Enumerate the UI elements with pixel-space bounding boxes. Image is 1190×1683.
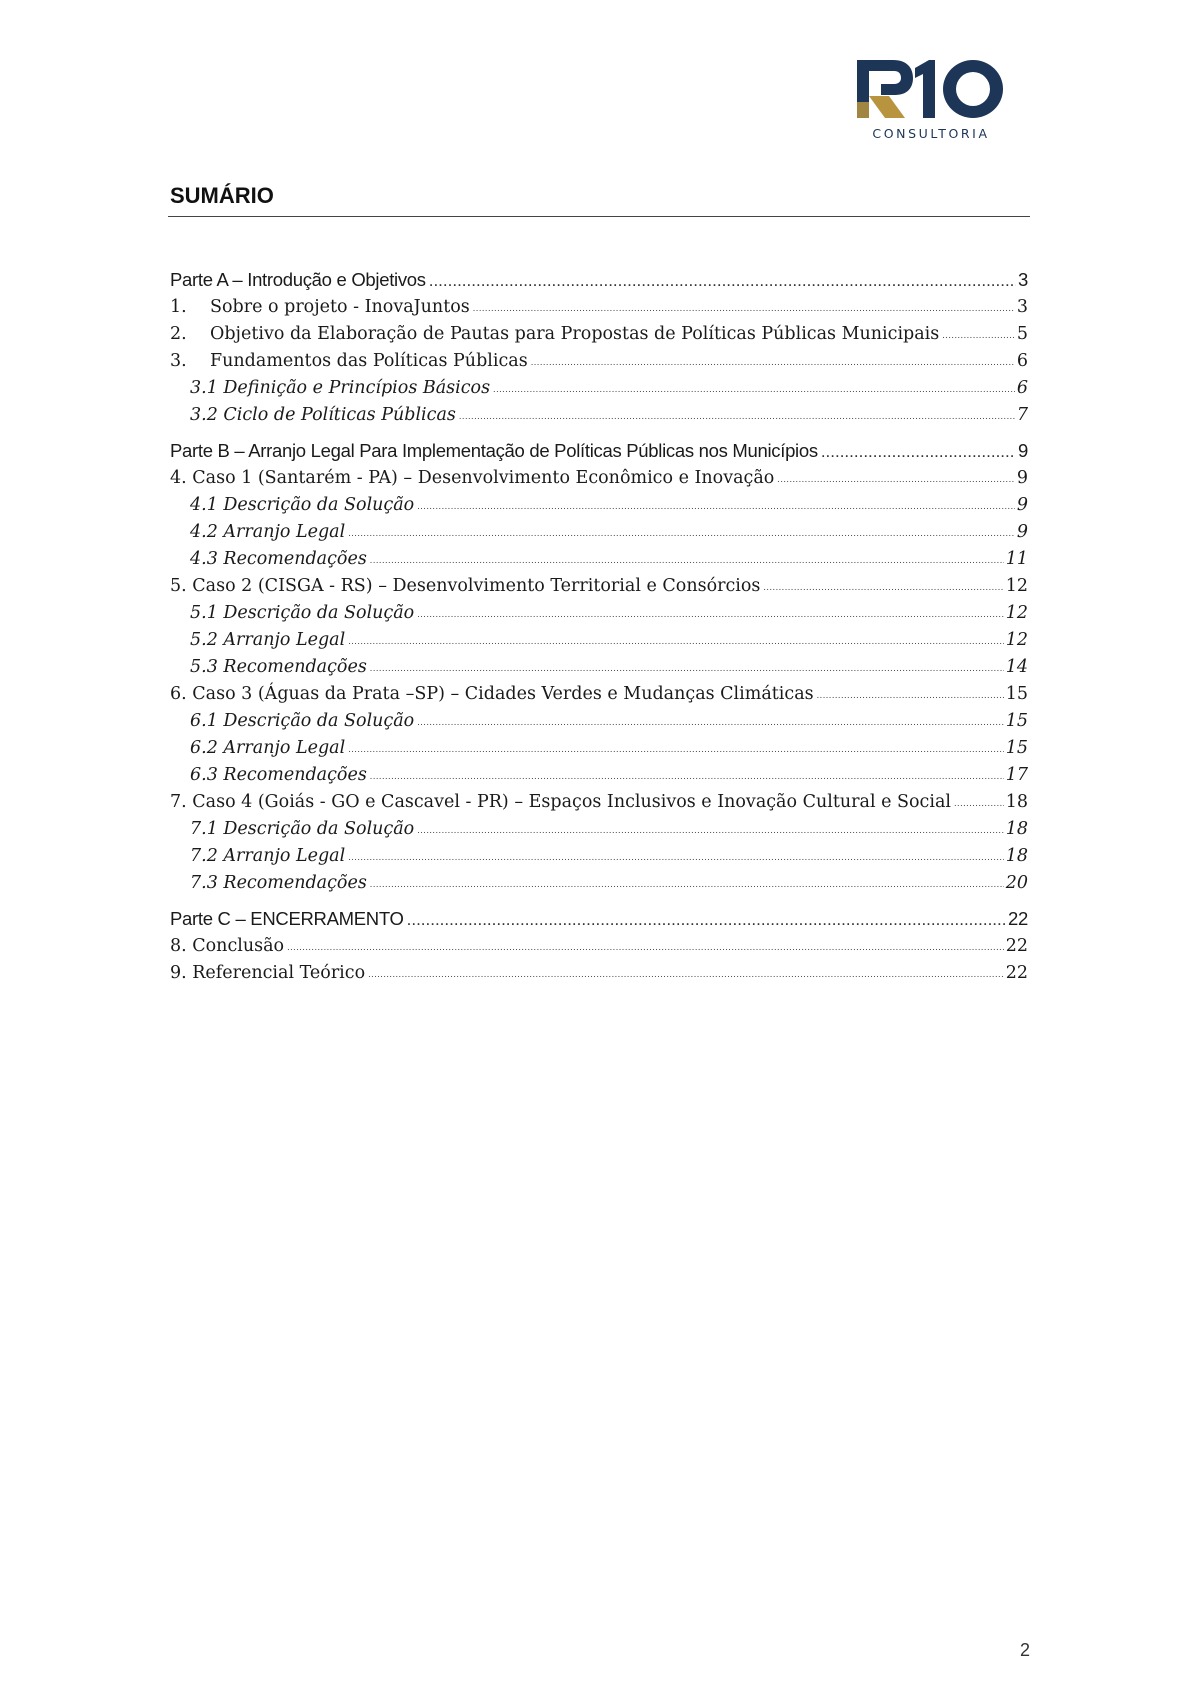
toc-entry[interactable] [170, 543, 1028, 570]
toc-entry-title: 7.1 Descrição da Solução [190, 819, 415, 839]
toc-entry-page: 5 [1016, 324, 1028, 344]
toc-entry-title: 5. Caso 2 (CISGA - RS) – Desenvolvimento Territorial e Consórcios [170, 576, 761, 596]
toc-entry[interactable] [170, 372, 1028, 399]
dot-leader [459, 413, 1015, 421]
toc-entry-title: 6.3 Recomendações [190, 765, 367, 785]
toc-entry-title: 4.2 Arranjo Legal [190, 522, 346, 542]
dot-leader [348, 530, 1015, 538]
toc-entry-title: 4.1 Descrição da Solução [190, 495, 415, 515]
toc-entry[interactable] [170, 813, 1028, 840]
dot-leader [429, 272, 1016, 289]
dot-leader [370, 881, 1004, 889]
toc-entry[interactable] [170, 840, 1028, 867]
toc-entry-page: 3 [1018, 269, 1028, 290]
toc-entry-text: Objetivo da Elaboração de Pautas para Propostas de Políticas Públicas Municipais [210, 324, 940, 344]
toc-entry-page: 12 [1005, 576, 1028, 596]
toc-entry-page: 9 [1016, 468, 1028, 488]
toc-entry[interactable] [170, 930, 1028, 957]
dot-leader [417, 719, 1004, 727]
toc-entry[interactable] [170, 435, 1028, 462]
toc-entry[interactable] [170, 345, 1028, 372]
dot-leader [493, 386, 1015, 394]
toc-entry-title [170, 323, 939, 345]
toc-entry[interactable] [170, 678, 1028, 705]
toc-entry[interactable] [170, 759, 1028, 786]
toc-entry[interactable] [170, 489, 1028, 516]
toc-entry-text: Sobre o projeto - InovaJuntos [210, 297, 470, 317]
dot-leader [348, 746, 1004, 754]
dot-leader [348, 854, 1004, 862]
r10-logo-mark [855, 58, 1007, 122]
dot-leader [417, 827, 1004, 835]
toc-entry[interactable] [170, 624, 1028, 651]
dot-leader [821, 443, 1016, 460]
toc-entry-title: 7.3 Recomendações [190, 873, 367, 893]
toc-entry[interactable] [170, 399, 1028, 426]
dot-leader [531, 359, 1015, 367]
toc-entry-page: 18 [1005, 819, 1028, 839]
toc-entry-title: 7. Caso 4 (Goiás - GO e Cascavel - PR) – Espaços Inclusivos e Inovação Cultural e Social [170, 792, 951, 812]
toc-entry-page: 9 [1018, 440, 1028, 461]
dot-leader [954, 800, 1004, 808]
title-divider [168, 216, 1030, 217]
toc-entry-number: 3. [170, 351, 187, 371]
toc-entry-page: 22 [1008, 908, 1028, 929]
toc-entry-title: 5.1 Descrição da Solução [190, 603, 415, 623]
toc-entry-page: 12 [1005, 630, 1028, 650]
dot-leader [287, 944, 1004, 952]
toc-entry-page: 15 [1005, 738, 1028, 758]
toc-entry-page: 6 [1016, 351, 1028, 371]
page-number: 2 [1019, 1640, 1030, 1660]
toc-entry-page: 9 [1016, 522, 1028, 542]
toc-entry[interactable] [170, 705, 1028, 732]
toc-entry-title: 5.2 Arranjo Legal [190, 630, 346, 650]
toc-entry-title: 6.2 Arranjo Legal [190, 738, 346, 758]
toc-entry-page: 15 [1005, 711, 1028, 731]
toc-entry[interactable] [170, 318, 1028, 345]
toc-entry-title: 5.3 Recomendações [190, 657, 367, 677]
toc-entry-title: Parte A – Introdução e Objetivos [170, 269, 426, 290]
toc-entry-page: 22 [1005, 936, 1028, 956]
toc-entry-title: 7.2 Arranjo Legal [190, 846, 346, 866]
company-logo [855, 58, 1015, 148]
toc-entry-page: 11 [1005, 549, 1028, 569]
dot-leader [407, 911, 1006, 928]
dot-leader [368, 971, 1004, 979]
toc-entry-title: 6.1 Descrição da Solução [190, 711, 415, 731]
toc-entry-page: 7 [1016, 405, 1028, 425]
toc-entry-page: 18 [1005, 846, 1028, 866]
toc-entry[interactable] [170, 291, 1028, 318]
toc-entry-page: 6 [1016, 378, 1028, 398]
toc-entry[interactable] [170, 597, 1028, 624]
page-title: SUMÁRIO [170, 183, 274, 208]
toc-entry-title: 3.2 Ciclo de Políticas Públicas [190, 405, 456, 425]
toc-entry[interactable] [170, 903, 1028, 930]
dot-leader [370, 665, 1004, 673]
dot-leader [777, 476, 1015, 484]
toc-entry[interactable] [170, 264, 1028, 291]
table-of-contents [170, 264, 1028, 984]
toc-entry-text: Fundamentos das Políticas Públicas [210, 351, 528, 371]
toc-entry[interactable] [170, 732, 1028, 759]
toc-entry[interactable] [170, 786, 1028, 813]
toc-entry-title [170, 350, 528, 372]
dot-leader [817, 692, 1004, 700]
dot-leader [942, 332, 1015, 340]
toc-entry[interactable] [170, 651, 1028, 678]
dot-leader [417, 503, 1015, 511]
toc-entry-title: Parte C – ENCERRAMENTO [170, 908, 404, 929]
toc-entry-title: 4. Caso 1 (Santarém - PA) – Desenvolvimento Econômico e Inovação [170, 468, 775, 488]
toc-entry-page: 17 [1005, 765, 1028, 785]
toc-entry[interactable] [170, 957, 1028, 984]
toc-entry-page: 3 [1016, 297, 1028, 317]
toc-entry-title: 4.3 Recomendações [190, 549, 367, 569]
toc-entry-title: Parte B – Arranjo Legal Para Implementação de Políticas Públicas nos Municípios [170, 440, 818, 461]
toc-entry-number: 2. [170, 324, 187, 344]
toc-entry-page: 18 [1005, 792, 1028, 812]
dot-leader [348, 638, 1004, 646]
toc-entry-page: 9 [1016, 495, 1028, 515]
toc-entry-title: 3.1 Definição e Princípios Básicos [190, 378, 491, 398]
logo-subtitle: CONSULTORIA [872, 126, 990, 141]
toc-entry-title: 8. Conclusão [170, 936, 285, 956]
toc-entry[interactable] [170, 516, 1028, 543]
toc-entry-page: 14 [1005, 657, 1028, 677]
toc-entry-page: 22 [1005, 963, 1028, 983]
dot-leader [370, 557, 1004, 565]
dot-leader [473, 305, 1015, 313]
toc-entry[interactable] [170, 570, 1028, 597]
dot-leader [370, 773, 1004, 781]
toc-entry[interactable] [170, 462, 1028, 489]
toc-entry-number: 1. [170, 297, 187, 317]
dot-leader [417, 611, 1004, 619]
toc-entry-page: 20 [1005, 873, 1028, 893]
toc-entry-page: 12 [1005, 603, 1028, 623]
toc-entry-page: 15 [1005, 684, 1028, 704]
toc-entry-title: 6. Caso 3 (Águas da Prata –SP) – Cidades Verdes e Mudanças Climáticas [170, 684, 814, 704]
dot-leader [763, 584, 1003, 592]
toc-entry[interactable] [170, 867, 1028, 894]
toc-entry-title [170, 296, 470, 318]
toc-entry-title: 9. Referencial Teórico [170, 963, 366, 983]
